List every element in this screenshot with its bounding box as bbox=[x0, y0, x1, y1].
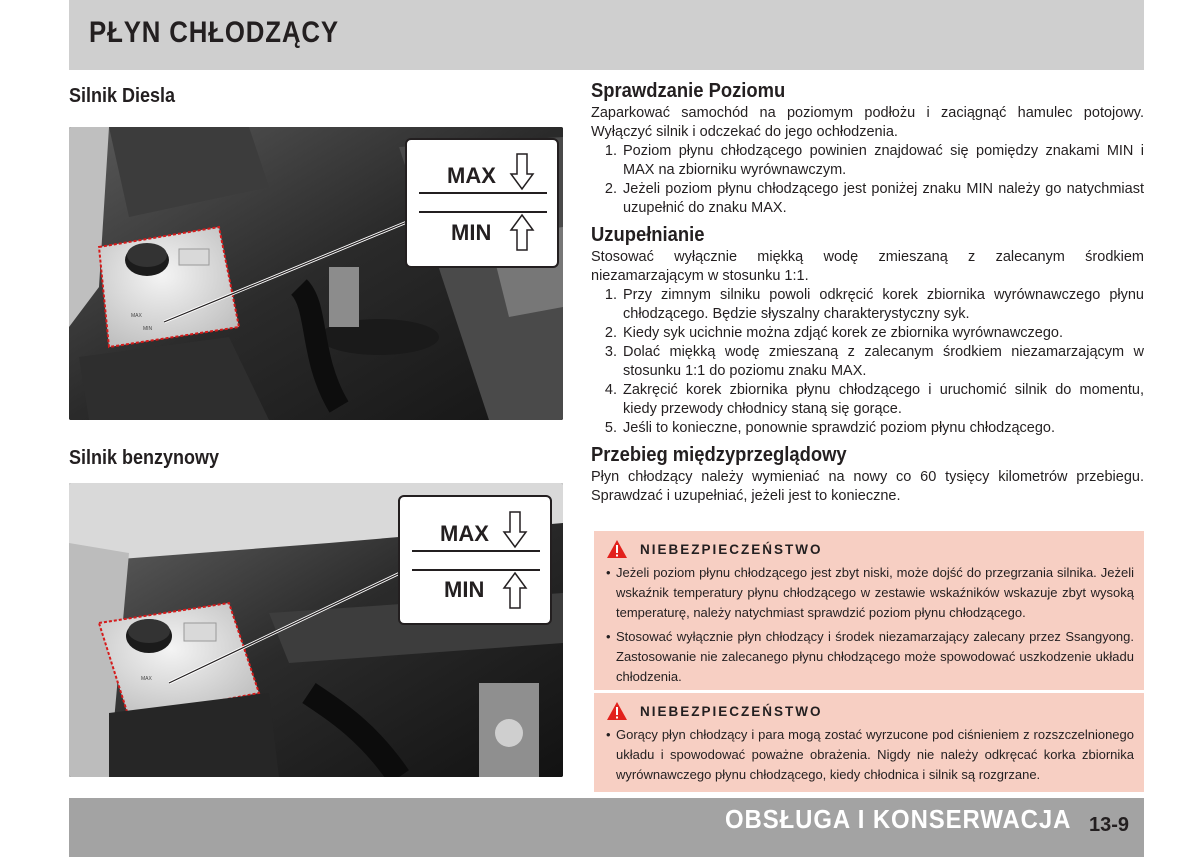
footer-section-title: OBSŁUGA I KONSERWACJA bbox=[725, 804, 1072, 834]
diesel-callout-min-label: MIN bbox=[451, 220, 492, 245]
interval-section bbox=[591, 444, 1144, 506]
footer-bar bbox=[69, 798, 1144, 857]
arrow-down-icon bbox=[502, 510, 528, 550]
refill-heading: Uzupełnianie bbox=[591, 224, 705, 246]
page-title: PŁYN CHŁODZĄCY bbox=[89, 16, 339, 49]
diesel-level-callout bbox=[405, 138, 559, 268]
header-bar bbox=[69, 0, 1144, 70]
list-item: 1. Przy zimnym silniku powoli odkręcić korek zbiornika wyrównawczego płynu chłodzącego. Będzie słyszalny charakterystyczny syk. bbox=[621, 286, 1144, 324]
list-item: 2. Jeżeli poziom płynu chłodzącego jest poniżej znaku MIN należy go natychmiast uzupełnić do znaku MAX. bbox=[621, 180, 1144, 218]
diesel-tank-max-mark: MAX bbox=[131, 313, 142, 319]
max-line bbox=[419, 192, 547, 194]
warning-item: • Jeżeli poziom płynu chłodzącego jest zbyt niski, może dojść do przegrzania silnika. Jeżeli wskaźnik temperatury płynu chłodzącego w zestawie wskaźników wskazuje zbyt wysoką temperaturę, należy natychmiast sprawdzić poziom płynu chłodzącego. bbox=[606, 563, 1134, 623]
instructions-column bbox=[591, 80, 1144, 512]
interval-heading: Przebieg międzyprzeglądowy bbox=[591, 444, 847, 466]
check-level-intro: Zaparkować samochód na poziomym podłożu i zaciągnąć hamulec potojowy. Wyłączyć silnik i odczekać do jego ochłodzenia. bbox=[591, 105, 1144, 140]
list-item: 2. Kiedy syk ucichnie można zdjąć korek ze zbiornika wyrównawczego. bbox=[621, 324, 1144, 343]
diesel-engine-label: Silnik Diesla bbox=[69, 85, 176, 107]
check-level-heading: Sprawdzanie Poziomu bbox=[591, 80, 786, 102]
refill-section bbox=[591, 224, 1144, 438]
refill-intro: Stosować wyłącznie miękką wodę zmieszaną z zalecanym środkiem niezamarzającym w stosunku 1:1. bbox=[591, 249, 1144, 284]
warning-title: NIEBEZPIECZEŃSTWO bbox=[640, 541, 823, 557]
arrow-down-icon bbox=[509, 152, 535, 192]
petrol-callout-max-label: MAX bbox=[440, 521, 489, 546]
list-item: 3. Dolać miękką wodę zmieszaną z zalecanym środkiem niezamarzającym w stosunku 1:1 do poziomu znaku MAX. bbox=[621, 343, 1144, 381]
interval-text: Płyn chłodzący należy wymieniać na nowy co 60 tysięcy kilometrów przebiegu. Sprawdzać i uzupełniać, jeżeli jest to konieczne. bbox=[591, 469, 1144, 504]
petrol-callout-min-label: MIN bbox=[444, 577, 485, 602]
warning-triangle-icon bbox=[606, 539, 628, 559]
list-item: 1. Poziom płynu chłodzącego powinien znajdować się pomiędzy znakami MIN i MAX na zbiorniku wyrównawczym. bbox=[621, 142, 1144, 180]
warning-item: • Gorący płyn chłodzący i para mogą zostać wyrzucone pod ciśnieniem z rozszczelnionego układu i spowodować poważne obrażenia. Nigdy nie należy odkręcać korka zbiornika wyrównawczego płynu chłodzącego, kiedy chłodnica i silnik są rozgrzane. bbox=[606, 725, 1134, 785]
diesel-callout-max-label: MAX bbox=[447, 163, 496, 188]
warning-box-1 bbox=[594, 531, 1144, 690]
warning-box-2 bbox=[594, 693, 1144, 792]
petrol-level-callout bbox=[398, 495, 552, 625]
max-line bbox=[412, 550, 540, 552]
arrow-up-icon bbox=[509, 212, 535, 252]
list-item: 4. Zakręcić korek zbiornika płynu chłodzącego i uruchomić silnik do momentu, kiedy przewody chłodnicy staną się gorące. bbox=[621, 381, 1144, 419]
warning-triangle-icon bbox=[606, 701, 628, 721]
page-number: 13-9 bbox=[1089, 814, 1130, 836]
warning-item: • Stosować wyłącznie płyn chłodzący i środek niezamarzający zalecany przez Ssangyong. Zastosowanie nie zalecanego płynu chłodzącego może spowodować uszkodzenie układu chłodzenia. bbox=[606, 627, 1134, 687]
check-level-section bbox=[591, 80, 1144, 218]
list-item: 5. Jeśli to konieczne, ponownie sprawdzić poziom płynu chłodzącego. bbox=[621, 419, 1144, 438]
warning-title: NIEBEZPIECZEŃSTWO bbox=[640, 703, 823, 719]
diesel-tank-min-mark: MIN bbox=[143, 326, 153, 332]
arrow-up-icon bbox=[502, 570, 528, 610]
petrol-engine-label: Silnik benzynowy bbox=[69, 447, 220, 469]
petrol-tank-max-mark: MAX bbox=[141, 676, 152, 682]
